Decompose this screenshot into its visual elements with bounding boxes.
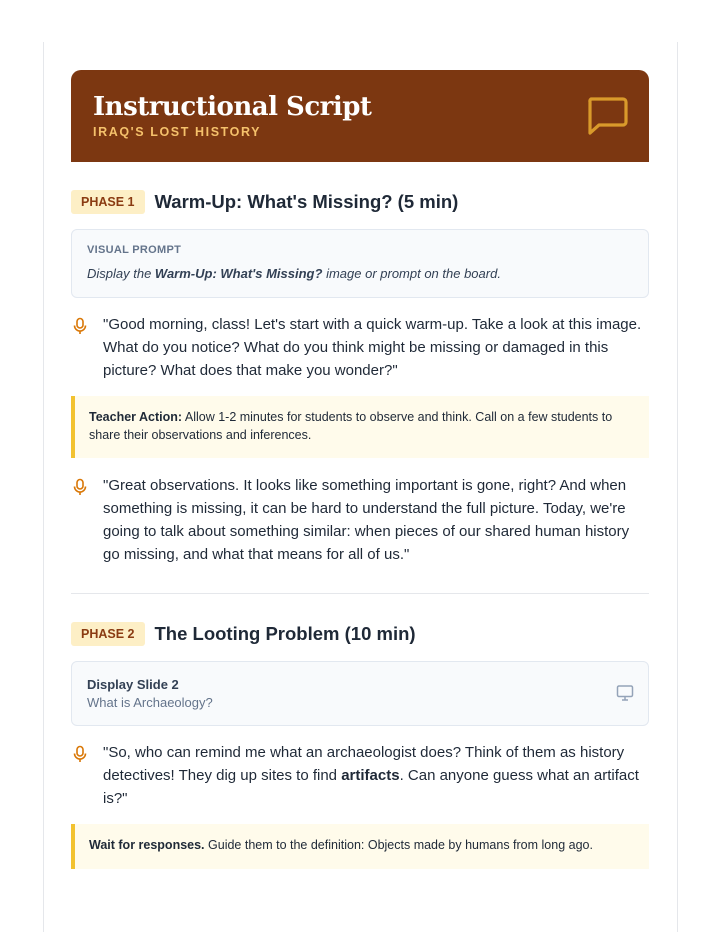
note-text: Wait for responses. Guide them to the definition: Objects made by humans from long ago. xyxy=(89,838,593,852)
teacher-speech xyxy=(71,741,649,811)
slide-card xyxy=(71,661,649,726)
speech-text: "So, who can remind me what an archaeologist does? Think of them as history detectives! They dig up sites to find artifacts. Can anyone guess what an artifact is?" xyxy=(103,744,639,807)
microphone-icon xyxy=(71,745,89,763)
visual-prompt-card xyxy=(71,229,649,298)
note-label: Teacher Action: xyxy=(89,410,183,424)
phase-title: The Looting Problem (10 min) xyxy=(154,623,416,644)
phase-1-heading xyxy=(71,190,458,214)
page-title: Instructional Script xyxy=(93,92,372,122)
speech-text: "Great observations. It looks like something important is gone, right? And when something is missing, it can be hard to understand the full picture. Today, we're going to talk about something similar: when pieces of our shared human history go missing, and what that means for all of us." xyxy=(103,477,630,563)
teacher-speech xyxy=(71,313,649,383)
phase-divider xyxy=(71,593,649,594)
visual-prompt-text: Display the Warm-Up: What's Missing? image or prompt on the board. xyxy=(87,266,501,281)
note-text: Teacher Action: Allow 1-2 minutes for students to observe and think. Call on a few students to share their observations and inferences. xyxy=(89,410,613,442)
wait-note xyxy=(71,824,649,869)
page-subtitle: IRAQ'S LOST HISTORY xyxy=(93,125,262,139)
script-header xyxy=(71,70,649,162)
visual-prompt-label: VISUAL PROMPT xyxy=(87,244,182,256)
teacher-speech xyxy=(71,474,649,568)
chat-bubble-icon xyxy=(585,96,629,136)
phase-title: Warm-Up: What's Missing? (5 min) xyxy=(154,191,459,212)
slide-title: Display Slide 2 xyxy=(87,677,179,692)
note-label: Wait for responses. xyxy=(89,838,205,852)
artifacts-term: artifacts xyxy=(341,767,400,784)
microphone-icon xyxy=(71,317,89,335)
phase-badge: PHASE 2 xyxy=(71,622,145,646)
phase-badge: PHASE 1 xyxy=(71,190,145,214)
visual-prompt-bold: Warm-Up: What's Missing? xyxy=(154,266,323,281)
speech-text: "Good morning, class! Let's start with a quick warm-up. Take a look at this image. What do you notice? What do you think might be missing or damaged in this picture? What does that make you wonder?" xyxy=(103,316,642,379)
monitor-icon xyxy=(616,684,634,702)
microphone-icon xyxy=(71,478,89,496)
teacher-action-note xyxy=(71,396,649,458)
phase-2-heading xyxy=(71,622,416,646)
slide-subtitle: What is Archaeology? xyxy=(87,695,213,710)
